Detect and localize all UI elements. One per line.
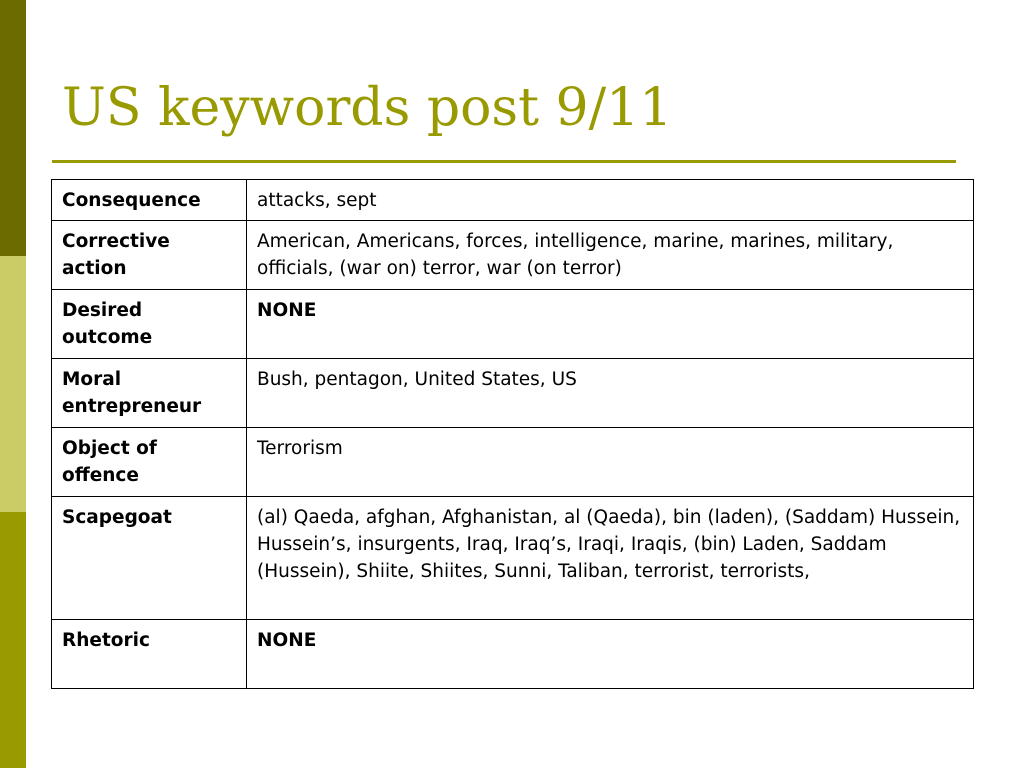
frame-term-cell: Desired outcome: [52, 290, 247, 359]
slide-title: US keywords post 9/11: [62, 78, 673, 138]
left-accent-bar: [0, 0, 26, 768]
keywords-cell: attacks, sept: [247, 180, 974, 221]
table-row: [52, 180, 974, 221]
table-row: [52, 620, 974, 689]
frame-term-cell: Rhetoric: [52, 620, 247, 689]
keywords-cell: Terrorism: [247, 428, 974, 497]
frame-term-cell: Corrective action: [52, 221, 247, 290]
keywords-cell: American, Americans, forces, intelligence, marine, marines, military, officials, (war on) terror, war (on terror): [247, 221, 974, 290]
accent-bar-bottom-segment: [0, 512, 26, 768]
table-row: [52, 428, 974, 497]
table-row: [52, 221, 974, 290]
keywords-table: [51, 179, 974, 689]
keywords-cell: NONE: [247, 290, 974, 359]
table-row: [52, 359, 974, 428]
table-row: [52, 497, 974, 620]
title-underline: [52, 160, 956, 163]
frame-term-cell: Moral entrepreneur: [52, 359, 247, 428]
frame-term-cell: Scapegoat: [52, 497, 247, 620]
accent-bar-middle-segment: [0, 256, 26, 512]
keywords-cell: Bush, pentagon, United States, US: [247, 359, 974, 428]
table-row: [52, 290, 974, 359]
accent-bar-top-segment: [0, 0, 26, 256]
frame-term-cell: Object of offence: [52, 428, 247, 497]
keywords-cell: (al) Qaeda, afghan, Afghanistan, al (Qaeda), bin (laden), (Saddam) Hussein, Hussein’s, insurgents, Iraq, Iraq’s, Iraqi, Iraqis, (bin) Laden, Saddam (Hussein), Shiite, Shiites, Sunni, Taliban, terrorist, terrorists,: [247, 497, 974, 620]
keywords-cell: NONE: [247, 620, 974, 689]
frame-term-cell: Consequence: [52, 180, 247, 221]
